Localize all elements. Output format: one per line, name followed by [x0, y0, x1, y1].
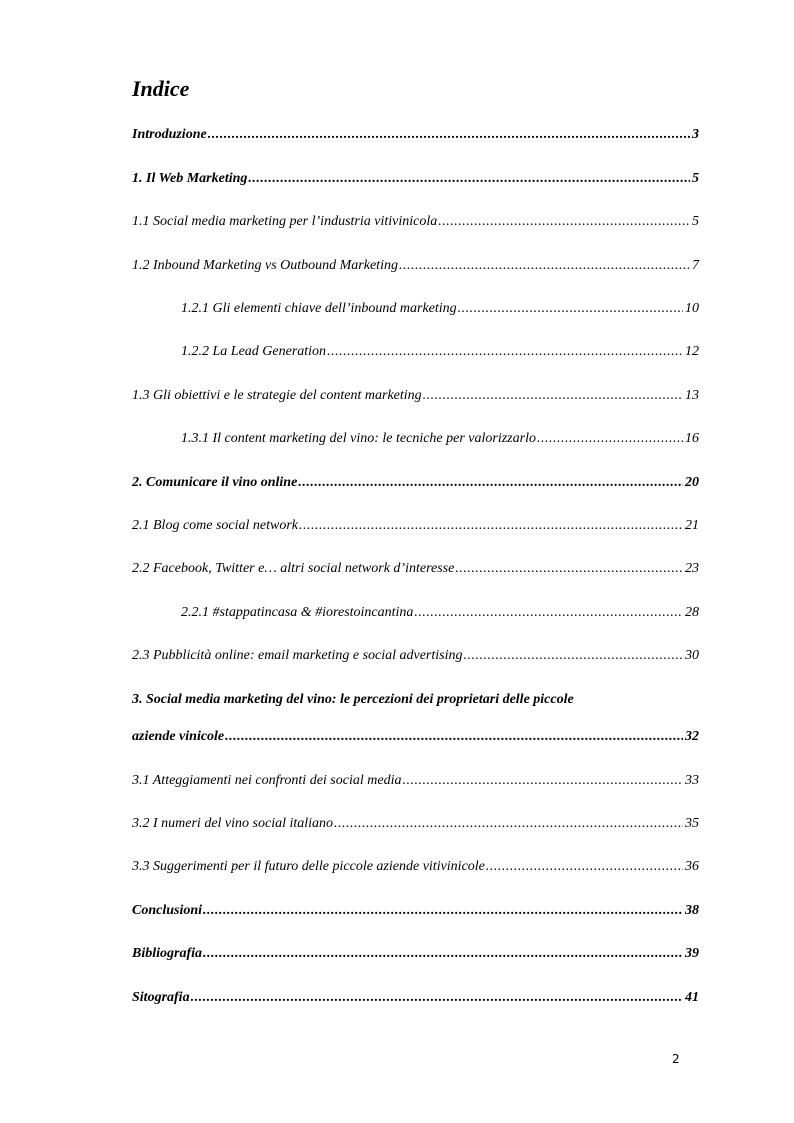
page-title: Indice	[132, 76, 190, 101]
toc-entry-3-1[interactable]	[132, 772, 699, 790]
toc-page-number: 10	[685, 301, 699, 316]
dot-leader	[334, 815, 683, 833]
toc-page-number: 32	[685, 729, 699, 744]
toc-entry-1-2-2[interactable]	[181, 343, 699, 361]
toc-entry-label: 1.3 Gli obiettivi e le strategie del content marketing	[132, 388, 422, 403]
dot-leader	[414, 604, 683, 622]
toc-page-number: 38	[685, 903, 699, 918]
dot-leader	[191, 989, 683, 1007]
toc-page-number: 39	[685, 946, 699, 961]
toc-entry-web-marketing[interactable]	[132, 170, 699, 188]
toc-entry-1-3[interactable]	[132, 387, 699, 405]
page-number: 2	[672, 1052, 680, 1066]
toc-entry-2-1[interactable]	[132, 517, 699, 535]
dot-leader	[486, 858, 683, 876]
toc-entry-1-1[interactable]	[132, 213, 699, 231]
dot-leader	[464, 647, 684, 665]
dot-leader	[203, 945, 683, 963]
toc-entry-1-2[interactable]	[132, 257, 699, 275]
toc-page-number: 23	[685, 561, 699, 576]
toc-entry-2-2[interactable]	[132, 560, 699, 578]
toc-entry-label: Conclusioni	[132, 903, 203, 918]
toc-entry-bibliografia[interactable]	[132, 945, 699, 963]
toc-page-number: 13	[685, 388, 699, 403]
toc-entry-label: 2. Comunicare il vino online	[132, 475, 298, 490]
dot-leader	[248, 170, 690, 188]
toc-entry-3-3[interactable]	[132, 858, 699, 876]
toc-page-number: 41	[685, 990, 699, 1005]
toc-entry-3-2[interactable]	[132, 815, 699, 833]
dot-leader	[208, 126, 690, 144]
toc-entry-label: Bibliografia	[132, 946, 203, 961]
toc-entry-label: Introduzione	[132, 127, 207, 142]
toc-entry-conclusioni[interactable]	[132, 902, 699, 920]
toc-entry-label: 1.2.1 Gli elementi chiave dell’inbound marketing	[181, 301, 457, 316]
toc-page-number: 7	[692, 258, 699, 273]
toc-page-number: 36	[685, 859, 699, 874]
dot-leader	[402, 772, 683, 790]
dot-leader	[299, 517, 683, 535]
toc-entry-sitografia[interactable]	[132, 989, 699, 1007]
toc-entry-comunicare-vino[interactable]	[132, 474, 699, 492]
toc-entry-label: aziende vinicole	[132, 729, 225, 744]
toc-entry-2-2-1[interactable]	[181, 604, 699, 622]
dot-leader	[455, 560, 683, 578]
toc-entry-1-2-1[interactable]	[181, 300, 699, 318]
toc-page-number: 3	[692, 127, 699, 142]
toc-entry-label: 3.2 I numeri del vino social italiano	[132, 816, 334, 831]
toc-entry-label: 1. Il Web Marketing	[132, 171, 248, 186]
toc-page-number: 12	[685, 344, 699, 359]
toc-entry-label: 2.2 Facebook, Twitter e… altri social network d’interesse	[132, 561, 455, 576]
toc-page-number: 33	[685, 773, 699, 788]
toc-page-number: 20	[685, 475, 699, 490]
toc-page-number: 35	[685, 816, 699, 831]
dot-leader	[423, 387, 683, 405]
toc-page-number: 5	[692, 214, 699, 229]
toc-entry-2-3[interactable]	[132, 647, 699, 665]
toc-entry-label: 3.1 Atteggiamenti nei confronti dei social media	[132, 773, 402, 788]
toc-entry-label: 1.3.1 Il content marketing del vino: le tecniche per valorizzarlo	[181, 431, 536, 446]
toc-entry-chapter-3-line1[interactable]: 3. Social media marketing del vino: le percezioni dei proprietari delle piccole	[132, 692, 574, 707]
toc-page-number: 16	[685, 431, 699, 446]
dot-leader	[225, 728, 683, 746]
toc-entry-label: 1.2 Inbound Marketing vs Outbound Marketing	[132, 258, 398, 273]
dot-leader	[399, 257, 690, 275]
dot-leader	[537, 430, 683, 448]
toc-entry-label: 2.3 Pubblicità online: email marketing e social advertising	[132, 648, 463, 663]
dot-leader	[327, 343, 683, 361]
toc-entry-label: 1.1 Social media marketing per l’industria vitivinicola	[132, 214, 438, 229]
toc-page-number: 30	[685, 648, 699, 663]
toc-page-number: 21	[685, 518, 699, 533]
toc-entry-label: 1.2.2 La Lead Generation	[181, 344, 327, 359]
toc-entry-1-3-1[interactable]	[181, 430, 699, 448]
dot-leader	[458, 300, 683, 318]
toc-entry-label: 2.1 Blog come social network	[132, 518, 299, 533]
toc-entry-label: 3.3 Suggerimenti per il futuro delle piccole aziende vitivinicole	[132, 859, 485, 874]
toc-entry-label: Sitografia	[132, 990, 190, 1005]
dot-leader	[438, 213, 690, 231]
toc-page-number: 28	[685, 605, 699, 620]
toc-entry-introduzione[interactable]	[132, 126, 699, 144]
toc-entry-label: 2.2.1 #stappatincasa & #iorestoincantina	[181, 605, 414, 620]
dot-leader	[298, 474, 683, 492]
toc-page-number: 5	[692, 171, 699, 186]
dot-leader	[203, 902, 683, 920]
toc-entry-chapter-3[interactable]	[132, 728, 699, 746]
